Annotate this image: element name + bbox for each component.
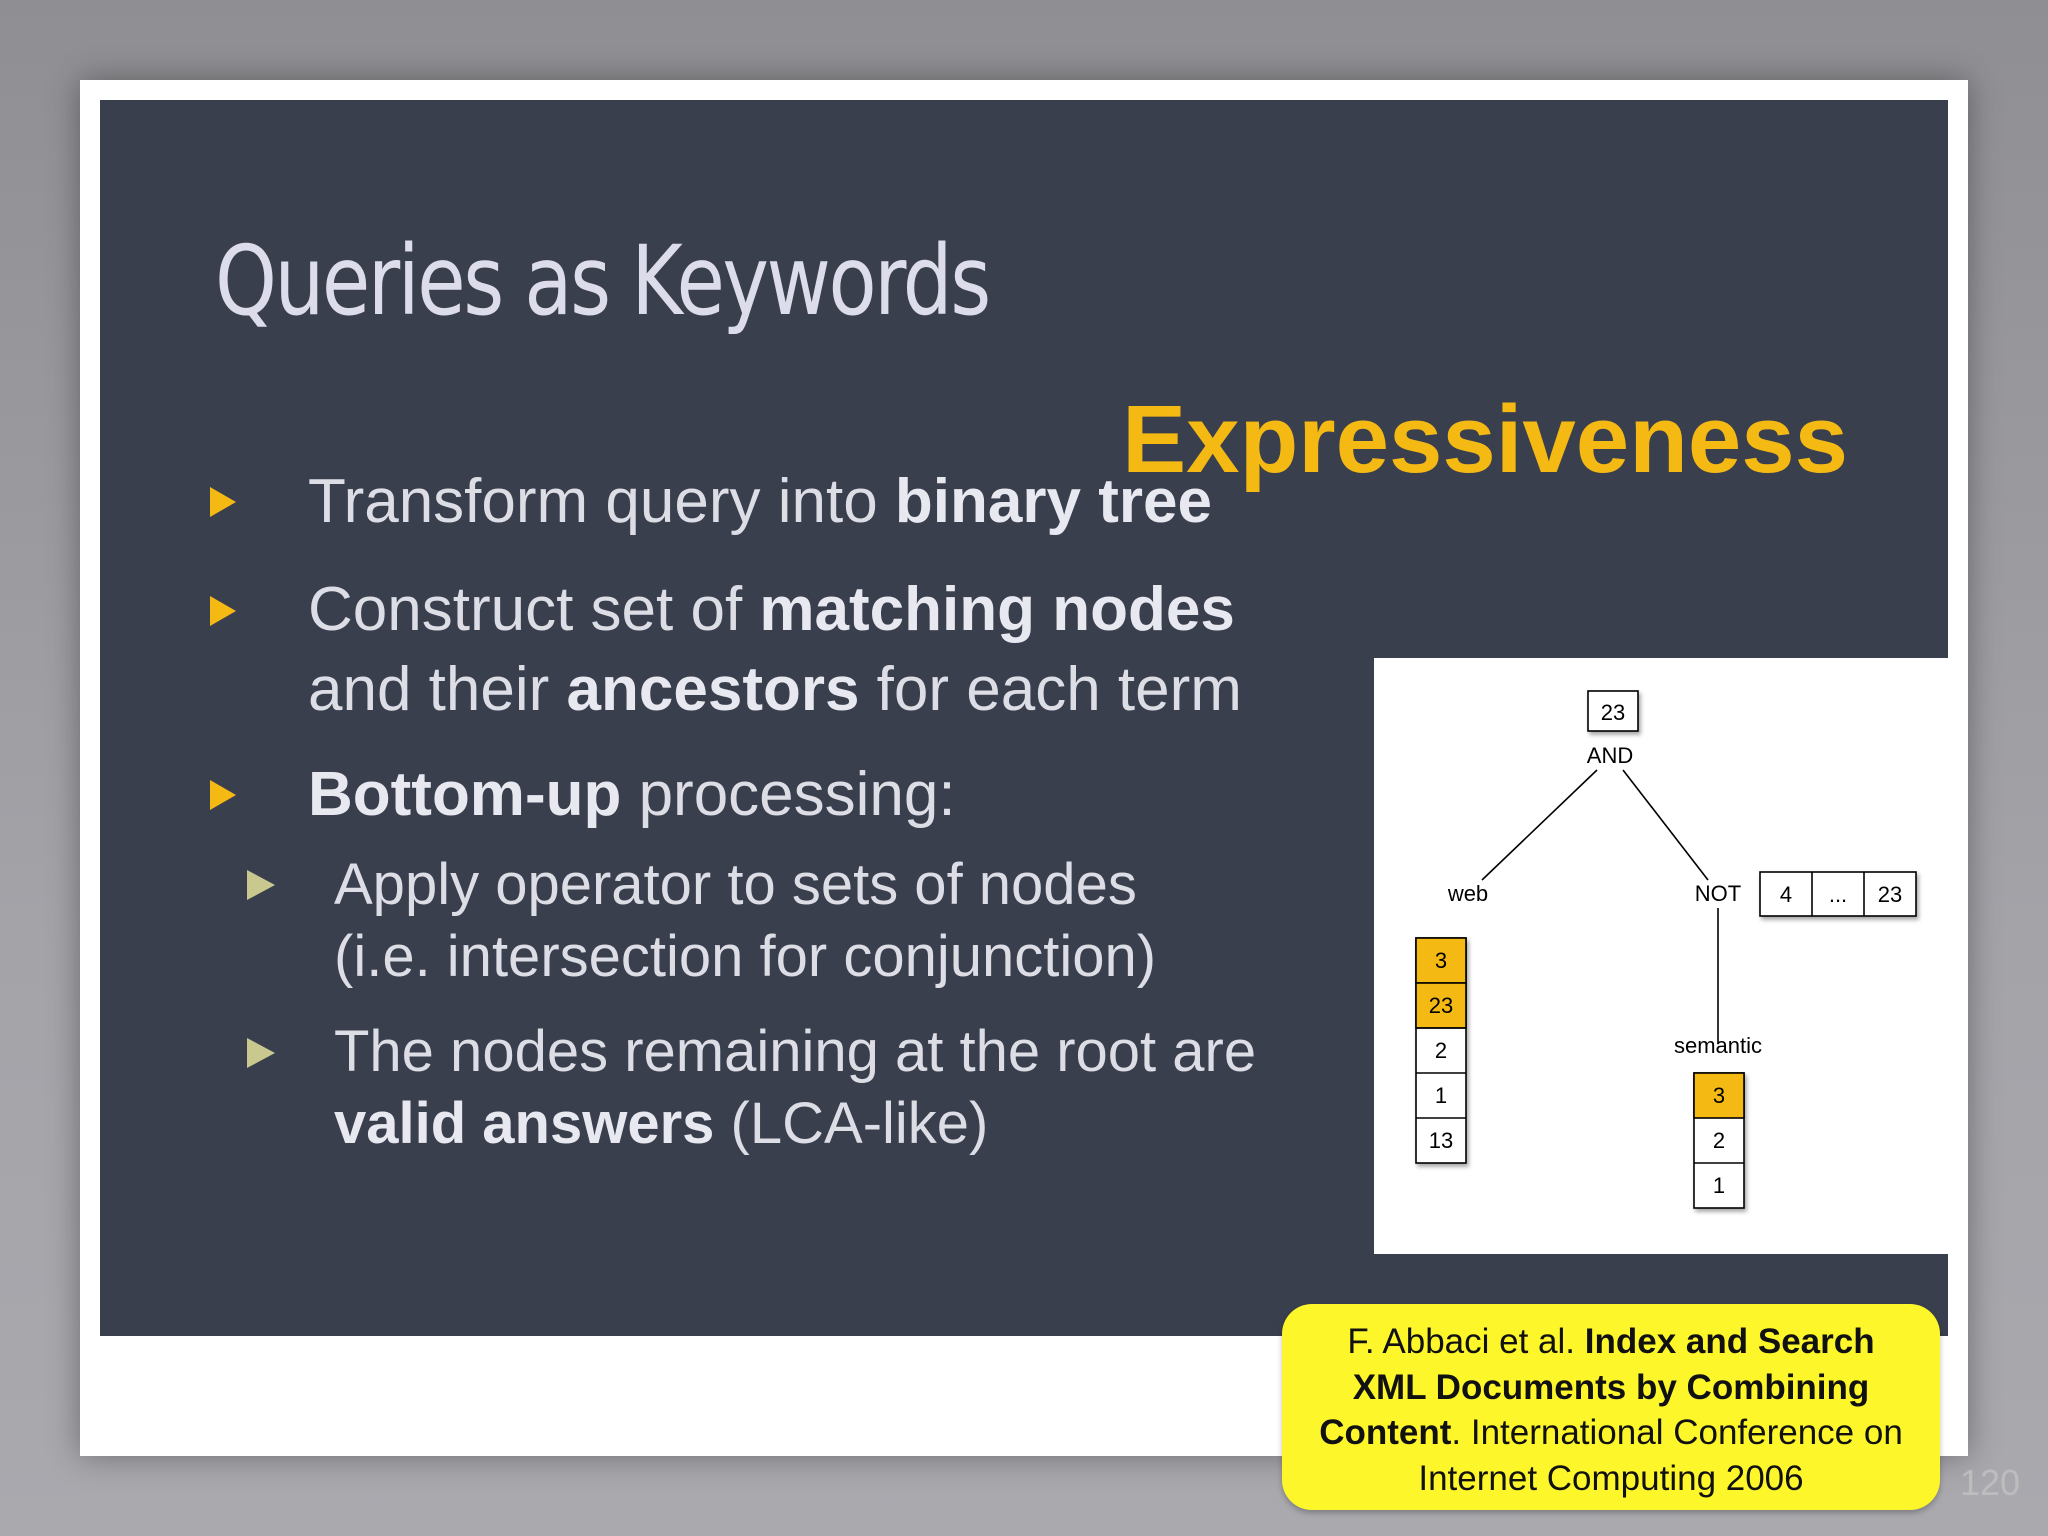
slide xyxy=(80,80,2021,1503)
citation-title: Index and Search xyxy=(1584,1322,1875,1361)
bullet-2-line2 xyxy=(308,650,1242,730)
web-cell-value: 13 xyxy=(1428,1128,1454,1153)
slide-subtitle: Expressiveness xyxy=(1122,386,1848,493)
bullet-arrow-icon xyxy=(210,780,236,810)
bullet-2-bold: matching nodes xyxy=(759,575,1235,644)
semantic-cell-value: 2 xyxy=(1712,1128,1726,1153)
sub-bullet-2 xyxy=(334,1016,1256,1160)
sub-bullet-2-text: (LCA-like) xyxy=(714,1091,989,1156)
bullet-3-text: processing: xyxy=(621,760,956,829)
citation-line-1 xyxy=(1282,1319,1940,1365)
citation-venue: . International Conference on xyxy=(1451,1413,1903,1452)
binary-tree-diagram xyxy=(1374,658,1956,1254)
web-label: web xyxy=(1447,881,1489,906)
web-cell-value: 3 xyxy=(1434,948,1448,973)
slide-title: Queries as Keywords xyxy=(215,225,989,337)
bullet-2-line1 xyxy=(308,570,1242,650)
bullet-3 xyxy=(308,755,956,835)
bullet-1 xyxy=(308,462,1212,542)
citation-title: XML Documents by Combining xyxy=(1352,1367,1870,1407)
edge-and-web xyxy=(1482,770,1597,880)
not-set-value: 23 xyxy=(1877,882,1903,907)
not-label: NOT xyxy=(1694,881,1742,906)
bullet-1-bold: binary tree xyxy=(894,467,1212,536)
citation-title: Content xyxy=(1319,1413,1452,1452)
root-value: 23 xyxy=(1600,700,1626,725)
sub-bullet-2-bold: valid answers xyxy=(334,1091,715,1156)
bullet-arrow-icon xyxy=(210,487,236,517)
bullet-arrow-icon xyxy=(210,596,236,626)
semantic-cell-value: 3 xyxy=(1712,1083,1726,1108)
bullet-3-bold: Bottom-up xyxy=(308,760,622,829)
sub-bullet-1 xyxy=(334,849,1156,993)
bullet-2-bold-2: ancestors xyxy=(566,655,860,724)
bullet-2-text-2: and their xyxy=(308,655,567,724)
web-cell-value: 23 xyxy=(1428,993,1454,1018)
citation-authors: F. Abbaci et al. xyxy=(1347,1322,1585,1361)
and-label: AND xyxy=(1586,743,1634,768)
sub-bullet-arrow-icon xyxy=(247,870,275,900)
sub-bullet-2-line1: The nodes remaining at the root are xyxy=(334,1019,1257,1084)
citation-line-4: Internet Computing 2006 xyxy=(1418,1458,1804,1498)
not-set-value: 4 xyxy=(1779,882,1793,907)
sub-bullet-1-line1: Apply operator to sets of nodes xyxy=(334,852,1137,917)
bullet-2-text-3: for each term xyxy=(859,655,1242,724)
citation-line-2 xyxy=(1282,1365,1940,1411)
not-set-value: ... xyxy=(1828,882,1848,907)
sub-bullet-2-line2 xyxy=(334,1088,1256,1160)
sub-bullet-1-line2: (i.e. intersection for conjunction) xyxy=(334,924,1157,989)
web-cell-value: 2 xyxy=(1434,1038,1448,1063)
edge-and-not xyxy=(1623,770,1708,880)
citation-note xyxy=(1282,1304,1940,1510)
citation-line-3 xyxy=(1282,1410,1940,1456)
semantic-label: semantic xyxy=(1673,1033,1763,1058)
bullet-2 xyxy=(308,570,1242,730)
bullet-2-text: Construct set of xyxy=(308,575,760,644)
web-cell-value: 1 xyxy=(1434,1083,1448,1108)
bullet-1-text: Transform query into xyxy=(308,467,895,536)
sub-bullet-arrow-icon xyxy=(247,1038,275,1068)
page-number: 120 xyxy=(1960,1462,2021,1503)
semantic-cell-value: 1 xyxy=(1712,1173,1726,1198)
